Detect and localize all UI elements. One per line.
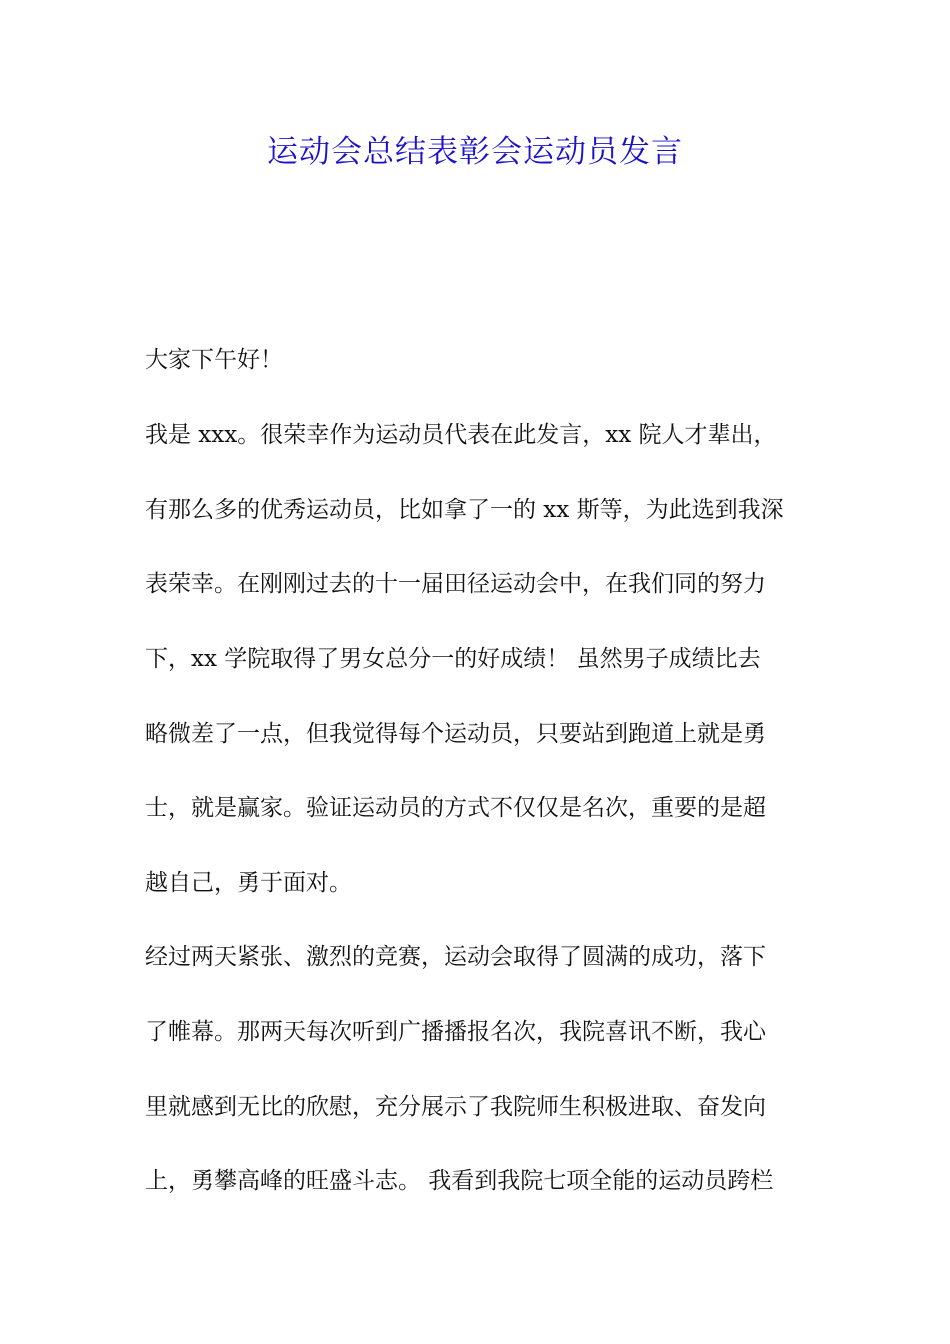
text-line: 下，xx 学院取得了男女总分一的好成绩！ 虽然男子成绩比去 xyxy=(145,646,761,672)
text-line: 略微差了一点，但我觉得每个运动员，只要站到跑道上就是勇 xyxy=(145,721,766,747)
text-line: 里就感到无比的欣慰，充分展示了我院师生积极进取、奋发向 xyxy=(145,1094,766,1120)
text-line: 表荣幸。在刚刚过去的十一届田径运动会中，在我们同的努力 xyxy=(145,571,766,597)
text-line: 有那么多的优秀运动员，比如拿了一的 xx 斯等，为此选到我深 xyxy=(145,497,784,523)
text-line: 了帷幕。那两天每次听到广播播报名次，我院喜讯不断，我心 xyxy=(145,1019,766,1045)
text-line: 越自己，勇于面对。 xyxy=(145,870,352,896)
text-line: 士，就是赢家。验证运动员的方式不仅仅是名次，重要的是超 xyxy=(145,795,766,821)
text-line: 经过两天紧张、激烈的竞赛，运动会取得了圆满的成功，落下 xyxy=(145,944,766,970)
text-line: 上，勇攀高峰的旺盛斗志。 我看到我院七项全能的运动员跨栏 xyxy=(145,1168,774,1194)
text-line: 我是 xxx。很荣幸作为运动员代表在此发言，xx 院人才辈出， xyxy=(145,422,777,448)
text-line: 大家下午好！ xyxy=(145,347,283,373)
document-title: 运动会总结表彰会运动员发言 xyxy=(267,134,683,170)
